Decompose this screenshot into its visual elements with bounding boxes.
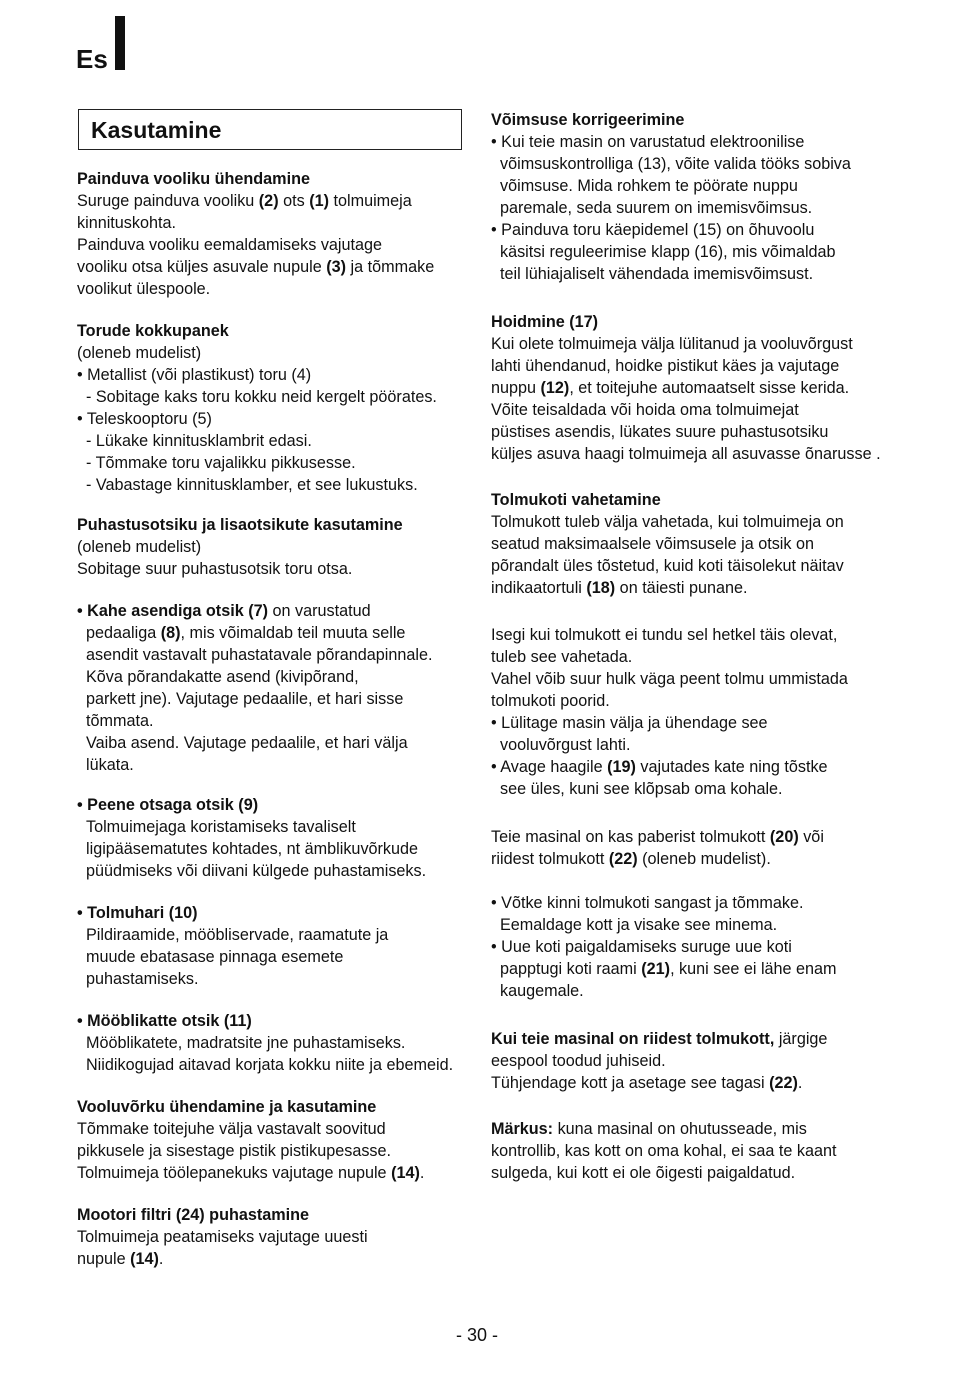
text-run: pikkusele ja sisestage pistik pistikupesasse. <box>77 1142 392 1160</box>
bold-text: • Mööblikatte otsik (11) <box>77 1012 252 1030</box>
text-run: püstises asendis, lükates suure puhastusotsiku <box>491 423 829 441</box>
text-run: paremale, seda suurem on imemisvõimsus. <box>491 199 813 217</box>
text-run: Tolmuimeja töölepanekuks vajutage nupule <box>77 1164 392 1182</box>
text-run: Pildiraamide, mööbliservade, raamatute ja <box>77 926 389 944</box>
text-line <box>77 558 352 580</box>
text-line <box>77 342 201 364</box>
text-run: see üles, kuni see klõpsab oma kohale. <box>491 780 783 798</box>
text-line <box>491 443 881 465</box>
text-line <box>77 1096 376 1118</box>
text-run: indikaatortuli <box>491 579 587 597</box>
bold-text: (1) <box>309 192 329 210</box>
text-line <box>77 902 198 924</box>
text-line <box>77 386 437 408</box>
text-line <box>491 826 824 848</box>
text-line <box>77 474 418 496</box>
text-run: küljes asuva haagi tolmuimeja all asuvasse õnarusse . <box>491 445 881 463</box>
text-run: Tolmuimejaga koristamiseks tavaliselt <box>77 818 356 836</box>
text-run: (oleneb mudelist) <box>77 538 202 556</box>
text-line <box>491 1072 802 1094</box>
text-run: kaugemale. <box>491 982 584 1000</box>
bold-text: (12) <box>540 379 570 397</box>
text-run: • Kui teie masin on varustatud elektroonilise <box>491 133 805 151</box>
text-line <box>77 168 310 190</box>
text-line <box>491 1140 837 1162</box>
text-line <box>491 778 783 800</box>
text-line <box>77 1162 424 1184</box>
text-run: Suruge painduva vooliku <box>77 192 259 210</box>
text-run: Tolmukott tuleb välja vahetada, kui tolmuimeja on <box>491 513 844 531</box>
text-run: põrandalt üles tõstetud, kuid koti täisolekut näitav <box>491 557 844 575</box>
text-run: Eemaldage kott ja visake see minema. <box>491 916 778 934</box>
text-run: on varustatud <box>267 602 371 620</box>
text-line <box>77 622 405 644</box>
text-line <box>491 577 748 599</box>
text-line <box>491 263 813 285</box>
text-run: pedaaliga <box>77 624 161 642</box>
text-run: • Lülitage masin välja ja ühendage see <box>491 714 768 732</box>
text-run: puhastamiseks. <box>77 970 199 988</box>
text-run: teil lühiajaliselt vähendada imemisvõimsust. <box>491 265 814 283</box>
bold-text: (20) <box>769 828 799 846</box>
text-run: Painduva vooliku eemaldamiseks vajutage <box>77 236 383 254</box>
text-run: Isegi kui tolmukott ei tundu sel hetkel täis olevat, <box>491 626 838 644</box>
bold-text: (14) <box>130 1250 159 1268</box>
text-line <box>77 794 258 816</box>
bold-text: Kui teie masinal on riidest tolmukott, <box>491 1030 775 1048</box>
text-run: Tolmuimeja peatamiseks vajutage uuesti <box>77 1228 368 1246</box>
section-title: Kasutamine <box>91 117 222 143</box>
text-run: . <box>158 1250 164 1268</box>
text-line <box>491 421 828 443</box>
text-line <box>491 399 799 421</box>
language-code: Es <box>76 44 108 74</box>
text-line <box>77 732 408 754</box>
text-run: Võite teisaldada või hoida oma tolmuimejat <box>491 401 799 419</box>
text-line <box>77 320 229 342</box>
text-run: (oleneb mudelist) <box>77 344 202 362</box>
text-line <box>77 838 418 860</box>
text-line <box>77 754 134 776</box>
text-run: asendit vastavalt puhastatavale põrandapinnale. <box>77 646 433 664</box>
text-run: Tõmmake toitejuhe välja vastavalt soovitud <box>77 1120 386 1138</box>
text-run: . <box>797 1074 803 1092</box>
text-run: Kõva põrandakatte asend (kivipõrand, <box>77 668 359 686</box>
text-line <box>491 690 610 712</box>
text-run: , et toitejuhe automaatselt sisse kerida. <box>569 379 850 397</box>
text-run: riidest tolmukott <box>491 850 609 868</box>
text-run: ligipääsematutes kohtades, nt ämblikuvõrkude <box>77 840 419 858</box>
text-run: , mis võimaldab teil muuta selle <box>180 624 406 642</box>
text-run: vooluvõrgust lahti. <box>491 736 631 754</box>
text-run: • Painduva toru käepidemel (15) on õhuvoolu <box>491 221 815 239</box>
text-line <box>77 968 198 990</box>
text-line <box>77 710 153 732</box>
text-run: tolmukoti poorid. <box>491 692 610 710</box>
text-line <box>491 1050 666 1072</box>
text-line <box>491 109 684 131</box>
text-run: • Avage haagile <box>491 758 608 776</box>
text-run: lükata. <box>77 756 134 774</box>
text-run: nupule <box>77 1250 131 1268</box>
text-line <box>491 131 804 153</box>
text-run: ots <box>278 192 310 210</box>
text-line <box>77 946 343 968</box>
bold-text: (14) <box>391 1164 420 1182</box>
section-title-box <box>78 109 462 150</box>
text-run: kinnituskohta. <box>77 214 176 232</box>
text-line <box>491 914 777 936</box>
text-line <box>491 1162 795 1184</box>
bold-text: Märkus: <box>491 1120 554 1138</box>
text-line <box>77 1010 252 1032</box>
text-run: parkett jne). Vajutage pedaalile, et hari sisse <box>77 690 404 708</box>
bold-text: (22) <box>608 850 638 868</box>
text-line <box>491 219 814 241</box>
text-line <box>77 924 388 946</box>
text-line <box>77 408 212 430</box>
text-run: papptugi koti raami <box>491 960 642 978</box>
text-run: võimsuskontrolliga (13), võite valida tööks sobiva <box>491 155 851 173</box>
text-line <box>77 536 201 558</box>
text-line <box>77 1032 405 1054</box>
bold-text: Võimsuse korrigeerimine <box>491 111 685 129</box>
text-run: (oleneb mudelist). <box>637 850 771 868</box>
text-line <box>77 1248 163 1270</box>
bold-text: (22) <box>769 1074 798 1092</box>
text-run: võimsuse. Mida rohkem te pöörate nuppu <box>491 177 798 195</box>
text-run: eespool toodud juhiseid. <box>491 1052 666 1070</box>
text-run: Niidikogujad aitavad korjata kokku niite ja ebemeid. <box>77 1056 454 1074</box>
bold-text: Mootori filtri (24) puhastamine <box>77 1206 310 1224</box>
text-run: • Metallist (või plastikust) toru (4) <box>77 366 312 384</box>
header-bar <box>115 16 125 70</box>
text-run: muude ebatasase pinnaga esemete <box>77 948 344 966</box>
text-run: - Sobitage kaks toru kokku neid kergelt pöörates. <box>77 388 437 406</box>
text-line <box>77 234 382 256</box>
text-run: sulgeda, kui kott ei ole õigesti paigaldatud. <box>491 1164 796 1182</box>
text-line <box>491 377 849 399</box>
text-line <box>491 624 837 646</box>
text-line <box>77 364 311 386</box>
text-line <box>77 1226 368 1248</box>
text-run: Tühjendage kott ja asetage see tagasi <box>491 1074 770 1092</box>
text-run: Kui olete tolmuimeja välja lülitanud ja vooluvõrgust <box>491 335 853 353</box>
text-line <box>77 1140 391 1162</box>
bold-text: Vooluvõrku ühendamine ja kasutamine <box>77 1098 377 1116</box>
text-line <box>491 936 792 958</box>
text-line <box>491 197 812 219</box>
text-run: . <box>419 1164 425 1182</box>
bold-text: (8) <box>160 624 181 642</box>
text-line <box>491 1118 807 1140</box>
bold-text: Torude kokkupanek <box>77 322 229 340</box>
text-run: või <box>798 828 824 846</box>
text-line <box>491 355 839 377</box>
bold-text: • Tolmuhari (10) <box>77 904 198 922</box>
text-run: nuppu <box>491 379 541 397</box>
text-line <box>77 1054 453 1076</box>
text-run: järgige <box>774 1030 828 1048</box>
text-run: tolmuimeja <box>328 192 412 210</box>
text-run: tuleb see vahetada. <box>491 648 633 666</box>
text-run: kontrollib, kas kott on oma kohal, ei saa te kaant <box>491 1142 837 1160</box>
text-line <box>491 555 844 577</box>
text-line <box>491 958 837 980</box>
text-line <box>77 1204 309 1226</box>
text-line <box>491 756 828 778</box>
text-line <box>77 1118 386 1140</box>
text-line <box>491 734 630 756</box>
text-line <box>491 892 803 914</box>
text-line <box>77 278 210 300</box>
text-run: tõmmata. <box>77 712 154 730</box>
text-run: vajutades kate ning tõstke <box>635 758 828 776</box>
text-line <box>491 848 771 870</box>
text-line <box>491 511 844 533</box>
text-run: • Uue koti paigaldamiseks suruge uue koti <box>491 938 792 956</box>
text-run: - Vabastage kinnitusklamber, et see lukustuks. <box>77 476 418 494</box>
text-run: Vahel võib suur hulk väga peent tolmu ummistada <box>491 670 848 688</box>
bold-text: (2) <box>258 192 279 210</box>
bold-text: Painduva vooliku ühendamine <box>77 170 310 188</box>
bold-text: (19) <box>607 758 636 776</box>
bold-text: Hoidmine (17) <box>491 313 599 331</box>
text-line <box>77 600 371 622</box>
text-run: voolikut ülespoole. <box>77 280 211 298</box>
text-line <box>491 175 798 197</box>
text-run: - Lükake kinnitusklambrit edasi. <box>77 432 312 450</box>
text-run: vooliku otsa küljes asuvale nupule <box>77 258 327 276</box>
text-line <box>491 646 632 668</box>
text-run: Vaiba asend. Vajutage pedaalile, et hari välja <box>77 734 408 752</box>
text-run: - Tõmmake toru vajalikku pikkusesse. <box>77 454 356 472</box>
text-line <box>77 452 356 474</box>
text-line <box>491 533 814 555</box>
text-line <box>77 816 356 838</box>
text-run: , kuni see ei lähe enam <box>670 960 837 978</box>
bold-text: Tolmukoti vahetamine <box>491 491 661 509</box>
text-run: seatud maksimaalsele võimsusele ja otsik on <box>491 535 814 553</box>
text-line <box>491 712 768 734</box>
text-line <box>77 430 312 452</box>
bold-text: (18) <box>586 579 616 597</box>
text-line <box>491 1028 827 1050</box>
bold-text: (21) <box>641 960 671 978</box>
text-line <box>491 489 661 511</box>
text-run: • Teleskooptoru (5) <box>77 410 212 428</box>
text-run: püüdmiseks või diivani külgede puhastamiseks. <box>77 862 427 880</box>
text-line <box>77 666 359 688</box>
text-line <box>77 514 403 536</box>
text-line <box>77 860 426 882</box>
text-line <box>491 333 853 355</box>
bold-text: Puhastusotsiku ja lisaotsikute kasutamine <box>77 516 403 534</box>
text-line <box>491 153 851 175</box>
text-line <box>77 190 412 212</box>
text-run: käsitsi reguleerimise klapp (16), mis võimaldab <box>491 243 836 261</box>
text-line <box>491 241 836 263</box>
text-line <box>77 256 434 278</box>
text-line <box>491 668 848 690</box>
bold-text: • Kahe asendiga otsik (7) <box>77 602 268 620</box>
text-run: lahti ühendanud, hoidke pistikut käes ja vajutage <box>491 357 840 375</box>
text-run: on täiesti punane. <box>615 579 748 597</box>
page-number: - 30 - <box>455 1325 498 1345</box>
bold-text: (3) <box>326 258 347 276</box>
text-line <box>77 644 432 666</box>
text-line <box>491 980 584 1002</box>
text-run: kuna masinal on ohutusseade, mis <box>553 1120 807 1138</box>
text-run: • Võtke kinni tolmukoti sangast ja tõmmake. <box>491 894 804 912</box>
text-line <box>77 212 176 234</box>
text-run: ja tõmmake <box>346 258 435 276</box>
text-run: Mööblikatete, madratsite jne puhastamiseks. <box>77 1034 406 1052</box>
text-line <box>77 688 403 710</box>
bold-text: • Peene otsaga otsik (9) <box>77 796 259 814</box>
text-run: Sobitage suur puhastusotsik toru otsa. <box>77 560 353 578</box>
text-run: Teie masinal on kas paberist tolmukott <box>491 828 770 846</box>
text-line <box>491 311 598 333</box>
